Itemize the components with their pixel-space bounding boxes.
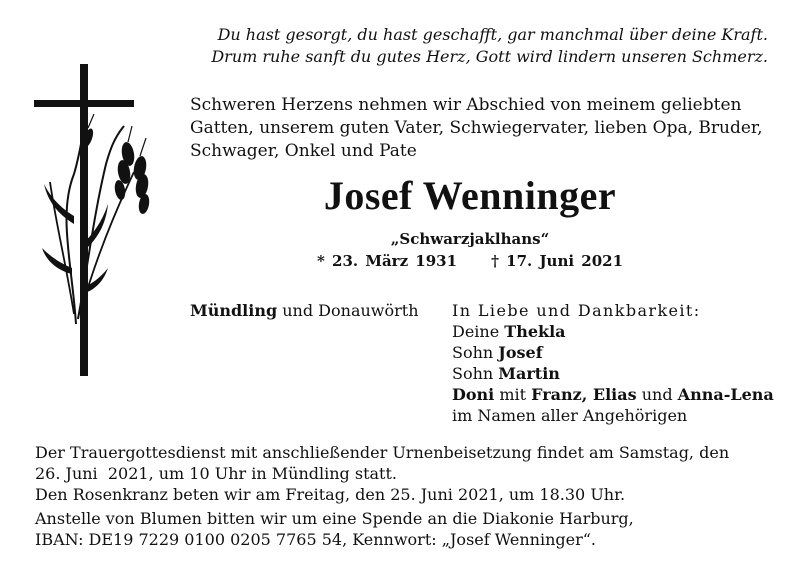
service-line-1: Der Trauergottesdienst mit anschließender Urnenbeisetzung findet am Samstag, den: [35, 443, 730, 462]
deceased-nickname: „Schwarzjaklhans“: [390, 230, 550, 248]
poem-line-1: Du hast gesorgt, du hast geschafft, gar manchmal über deine Kraft.: [217, 25, 768, 44]
life-dates: [190, 252, 750, 270]
mourners-closing: im Namen aller Angehörigen: [452, 406, 688, 425]
residence: [190, 300, 419, 321]
place-2: Donauwörth: [318, 301, 419, 320]
service-info: [35, 442, 775, 505]
mourner-name: Josef: [498, 343, 543, 362]
cross-with-wheat-icon: [28, 64, 168, 384]
mourner-name: Thekla: [504, 322, 566, 341]
service-line-3: Den Rosenkranz beten wir am Freitag, den 25. Juni 2021, um 18.30 Uhr.: [35, 485, 626, 504]
mourner-name: Martin: [498, 364, 560, 383]
mourner-row: Sohn Martin: [452, 364, 560, 383]
mourners-lead: In Liebe und Dankbarkeit:: [452, 301, 701, 320]
poem-verse: [211, 24, 768, 68]
death-date: † 17. Juni 2021: [491, 252, 624, 270]
place-connector: und: [277, 301, 319, 320]
poem-line-2: Drum ruhe sanft du gutes Herz, Gott wird lindern unseren Schmerz.: [211, 47, 768, 66]
birth-date: * 23. März 1931: [316, 252, 458, 270]
intro-text: [190, 94, 780, 163]
deceased-name: Josef Wenninger: [323, 173, 617, 218]
mourner-row: Deine Thekla: [452, 322, 566, 341]
intro-line-1: Schweren Herzens nehmen wir Abschied von meinem geliebten: [190, 95, 742, 115]
service-line-2: 26. Juni 2021, um 10 Uhr in Mündling statt.: [35, 464, 397, 483]
mourner-row: Sohn Josef: [452, 343, 543, 362]
donation-info: [35, 508, 775, 550]
mourner-row: Doni mit Franz, Elias und Anna-Lena: [452, 385, 774, 404]
place-1: Mündling: [190, 301, 278, 320]
intro-line-3: Schwager, Onkel und Pate: [190, 141, 417, 161]
intro-line-2: Gatten, unserem guten Vater, Schwiegervater, lieben Opa, Bruder,: [190, 118, 763, 138]
donation-line-2: IBAN: DE19 7229 0100 0205 7765 54, Kennwort: „Josef Wenninger“.: [35, 530, 597, 549]
donation-line-1: Anstelle von Blumen bitten wir um eine Spende an die Diakonie Harburg,: [35, 509, 634, 528]
mourners-list: [452, 300, 774, 426]
